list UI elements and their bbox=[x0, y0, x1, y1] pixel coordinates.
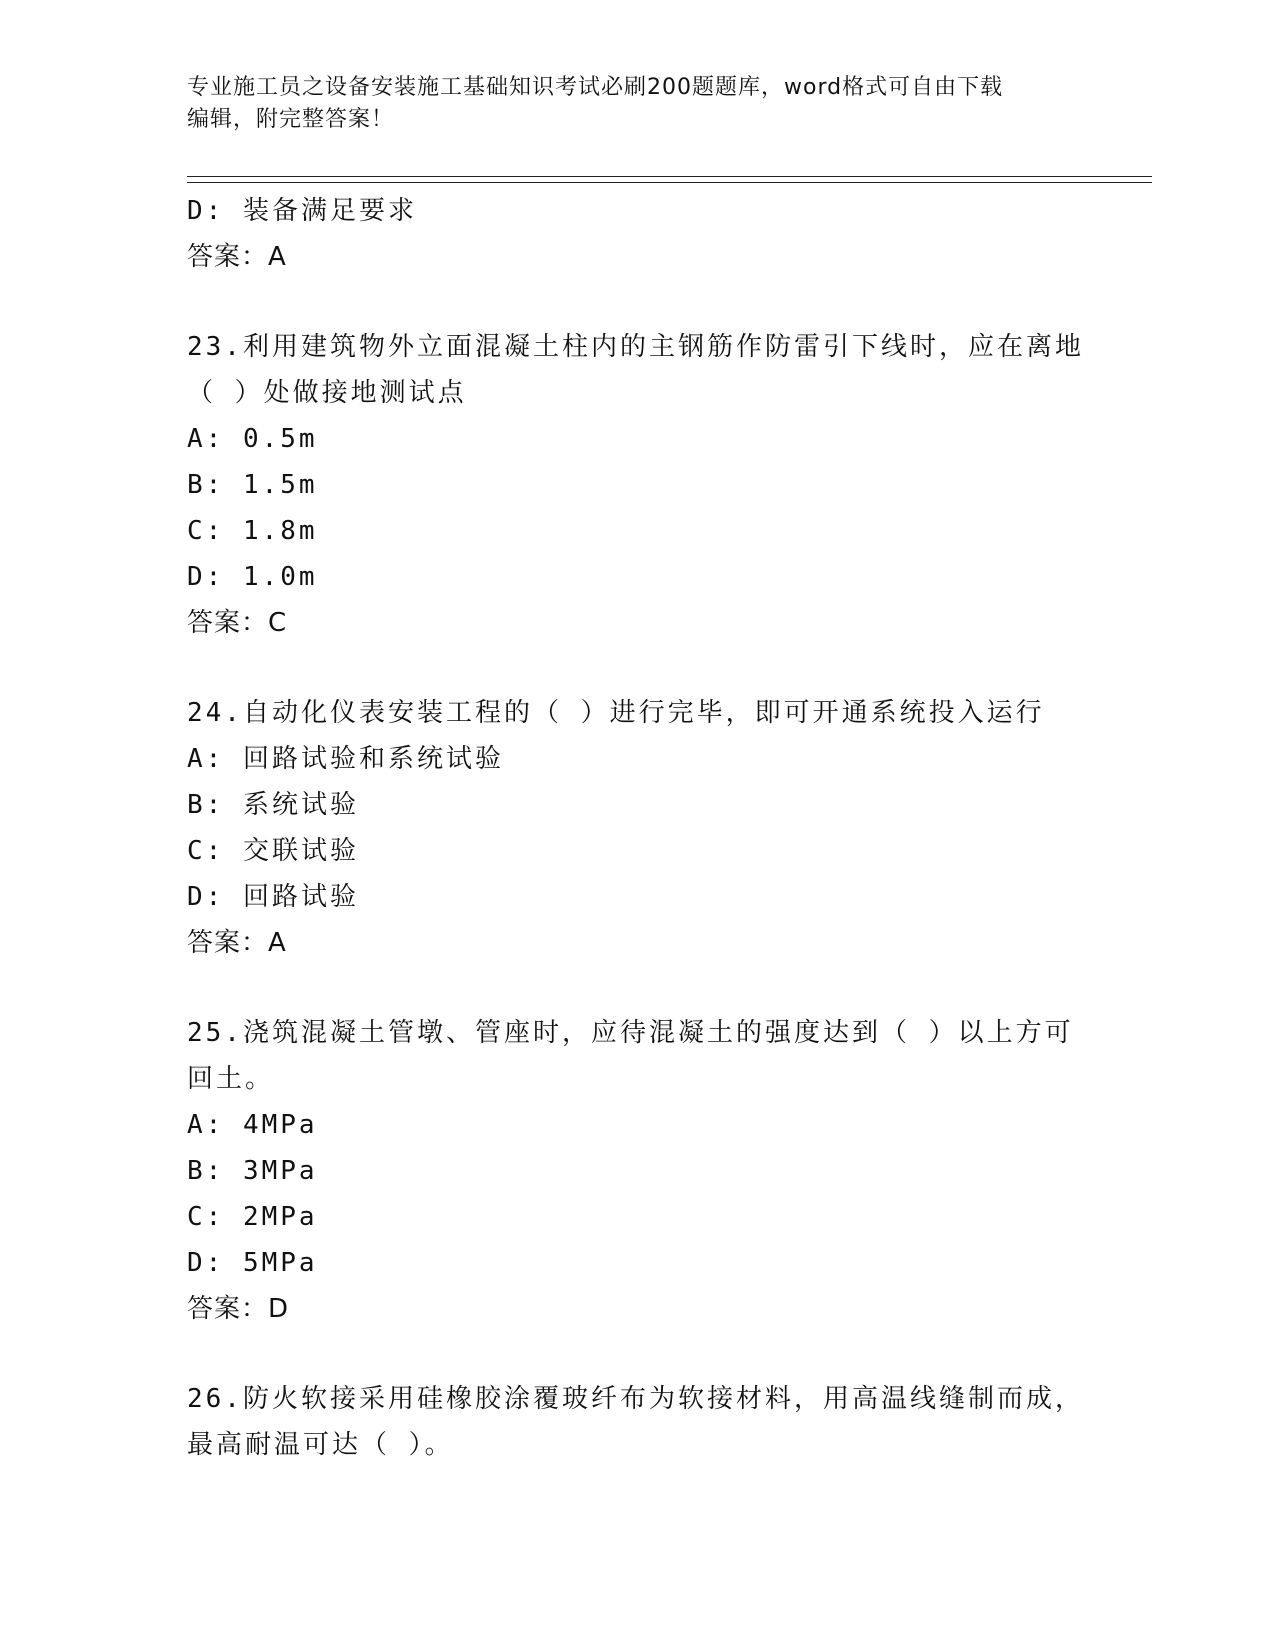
question-list bbox=[187, 188, 1087, 1468]
spacer bbox=[187, 966, 1087, 1010]
header-divider-top bbox=[187, 176, 1152, 177]
header-divider-bottom bbox=[187, 182, 1152, 183]
prev-option-d: D: 装备满足要求 bbox=[187, 196, 417, 226]
question-23-answer: 答案：C bbox=[187, 608, 288, 638]
question-25 bbox=[187, 1010, 1087, 1332]
question-24-answer: 答案：A bbox=[187, 928, 287, 958]
question-24-text-line-1: 24.自动化仪表安装工程的（ ）进行完毕，即可开通系统投入运行 bbox=[187, 698, 1045, 728]
question-23-option-d: D: 1.0m bbox=[187, 562, 318, 592]
question-25-text-line-1: 25.浇筑混凝土管墩、管座时，应待混凝土的强度达到（ ）以上方可 bbox=[187, 1018, 1074, 1048]
question-25-option-c: C: 2MPa bbox=[187, 1202, 318, 1232]
question-25-text-line-2: 回土。 bbox=[187, 1064, 275, 1094]
spacer bbox=[187, 646, 1087, 690]
question-23-text-line-1: 23.利用建筑物外立面混凝土柱内的主钢筋作防雷引下线时，应在离地 bbox=[187, 332, 1084, 362]
question-24 bbox=[187, 690, 1087, 966]
question-23 bbox=[187, 324, 1087, 646]
question-23-option-c: C: 1.8m bbox=[187, 516, 318, 546]
question-25-option-b: B: 3MPa bbox=[187, 1156, 318, 1186]
question-26-text-line-2: 最高耐温可达（ ）。 bbox=[187, 1430, 454, 1460]
question-24-option-b: B: 系统试验 bbox=[187, 790, 359, 820]
prev-answer: 答案：A bbox=[187, 242, 287, 272]
question-25-option-d: D: 5MPa bbox=[187, 1248, 318, 1278]
header-line-1: 专业施工员之设备安装施工基础知识考试必刷200题题库，word格式可自由下载 bbox=[187, 75, 1004, 100]
question-23-option-a: A: 0.5m bbox=[187, 424, 318, 454]
question-24-option-d: D: 回路试验 bbox=[187, 882, 359, 912]
question-24-option-a: A: 回路试验和系统试验 bbox=[187, 744, 504, 774]
question-26 bbox=[187, 1376, 1087, 1468]
question-26-text-line-1: 26.防火软接采用硅橡胶涂覆玻纤布为软接材料，用高温线缝制而成， bbox=[187, 1384, 1084, 1414]
document-header bbox=[187, 72, 1067, 136]
header-line-2: 编辑，附完整答案！ bbox=[187, 107, 395, 132]
question-24-option-c: C: 交联试验 bbox=[187, 836, 359, 866]
spacer bbox=[187, 1332, 1087, 1376]
question-23-text-line-2: （ ）处做接地测试点 bbox=[187, 378, 467, 408]
spacer bbox=[187, 280, 1087, 324]
question-25-answer: 答案：D bbox=[187, 1294, 290, 1324]
question-23-option-b: B: 1.5m bbox=[187, 470, 318, 500]
question-25-option-a: A: 4MPa bbox=[187, 1110, 318, 1140]
